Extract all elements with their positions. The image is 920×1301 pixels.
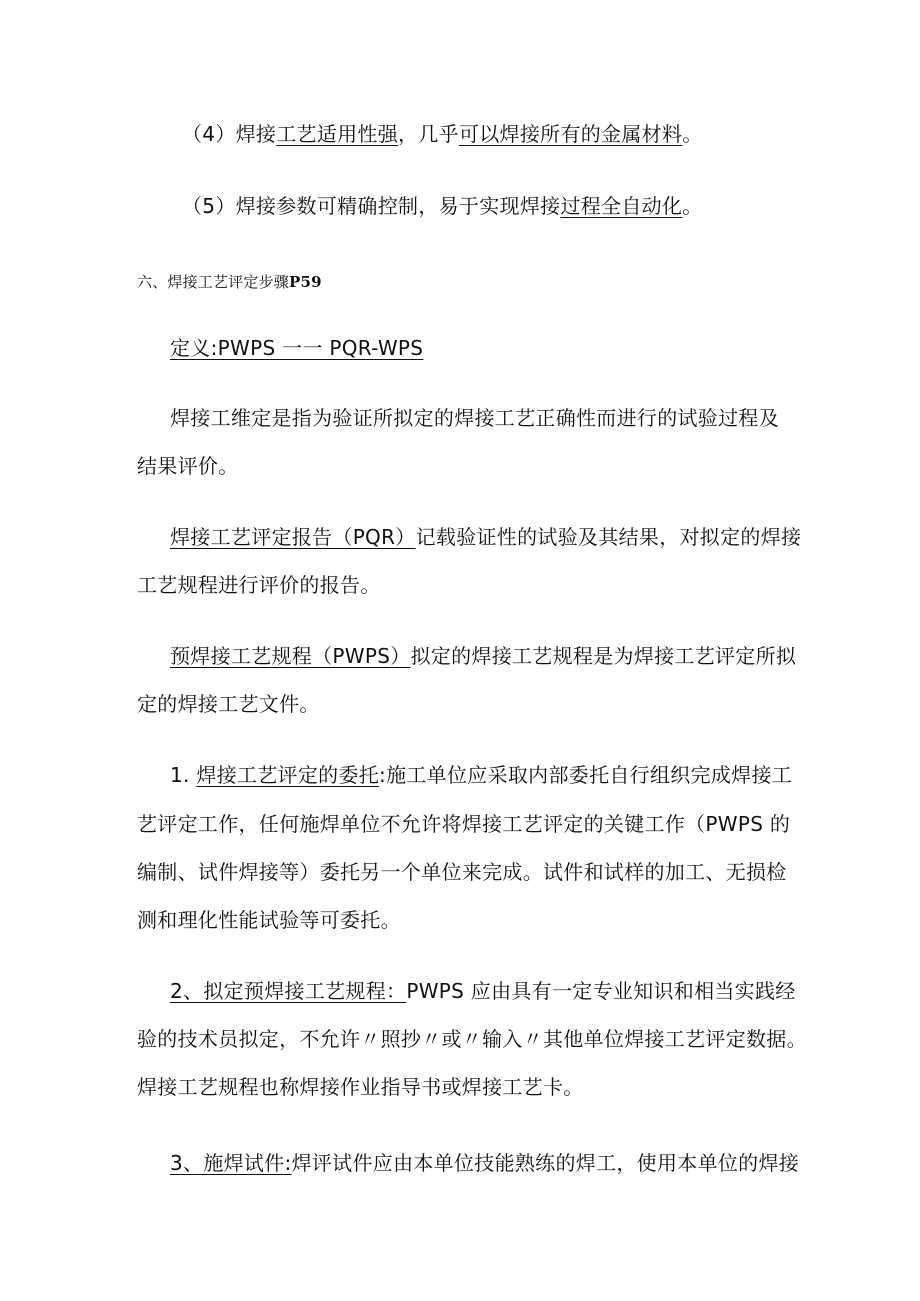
step1-term: 焊接工艺评定的委托 xyxy=(196,763,380,787)
step2-term: 2、拟定预焊接工艺规程： xyxy=(170,979,407,1003)
weld-eval-line-2: 结果评价。 xyxy=(137,454,239,478)
underlined-term: 工艺适用性强 xyxy=(276,122,399,146)
pwps-line-1: 预焊接工艺规程（PWPS）拟定的焊接工艺规程是为焊接工艺评定所拟 xyxy=(170,644,797,668)
pwps-term: 预焊接工艺规程（PWPS） xyxy=(170,644,411,668)
step2-line-2: 验的技术员拟定，不允许〃照抄〃或〃输入〃其他单位焊接工艺评定数据。 xyxy=(137,1027,807,1051)
pwps-line-2: 定的焊接工艺文件。 xyxy=(137,692,320,716)
step1-line-3: 编制、试件焊接等）委托另一个单位来完成。试件和试样的加工、无损检 xyxy=(137,860,787,884)
underlined-term: 可以焊接所有的金属材料 xyxy=(458,122,683,146)
step2-line-3: 焊接工艺规程也称焊接作业指导书或焊接工艺卡。 xyxy=(137,1075,584,1099)
step3-term: 3、施焊试件: xyxy=(170,1151,292,1175)
weld-eval-line-1: 焊接工维定是指为验证所拟定的焊接工艺正确性而进行的试验过程及 xyxy=(170,406,779,430)
step3-line-1: 3、施焊试件:焊评试件应由本单位技能熟练的焊工，使用本单位的焊接 xyxy=(170,1151,800,1175)
underlined-term: 过程全自动化 xyxy=(560,194,683,218)
pqr-line-1: 焊接工艺评定报告（PQR）记载验证性的试验及其结果，对拟定的焊接 xyxy=(170,525,802,549)
section-heading: 六、焊接工艺评定步骤P59 xyxy=(137,273,322,291)
item-4: （4）焊接工艺适用性强，几乎可以焊接所有的金属材料。 xyxy=(182,122,703,146)
step2-line-1: 2、拟定预焊接工艺规程：PWPS 应由具有一定专业知识和相当实践经 xyxy=(170,979,796,1003)
step1-line-2: 艺评定工作，任何施焊单位不允许将焊接工艺评定的关键工作（PWPS 的 xyxy=(137,812,791,836)
pqr-term: 焊接工艺评定报告（PQR） xyxy=(170,525,416,549)
definition-line xyxy=(170,334,423,362)
definition-term: 定义:PWPS 一一 PQR-WPS xyxy=(170,336,424,360)
pqr-line-2: 工艺规程进行评价的报告。 xyxy=(137,573,381,597)
page-ref: P59 xyxy=(289,273,322,291)
item-5: （5）焊接参数可精确控制，易于实现焊接过程全自动化。 xyxy=(182,194,703,218)
step1-line-1: 1. 焊接工艺评定的委托:施工单位应采取内部委托自行组织完成焊接工 xyxy=(170,763,793,787)
step1-line-4: 测和理化性能试验等可委托。 xyxy=(137,908,401,932)
